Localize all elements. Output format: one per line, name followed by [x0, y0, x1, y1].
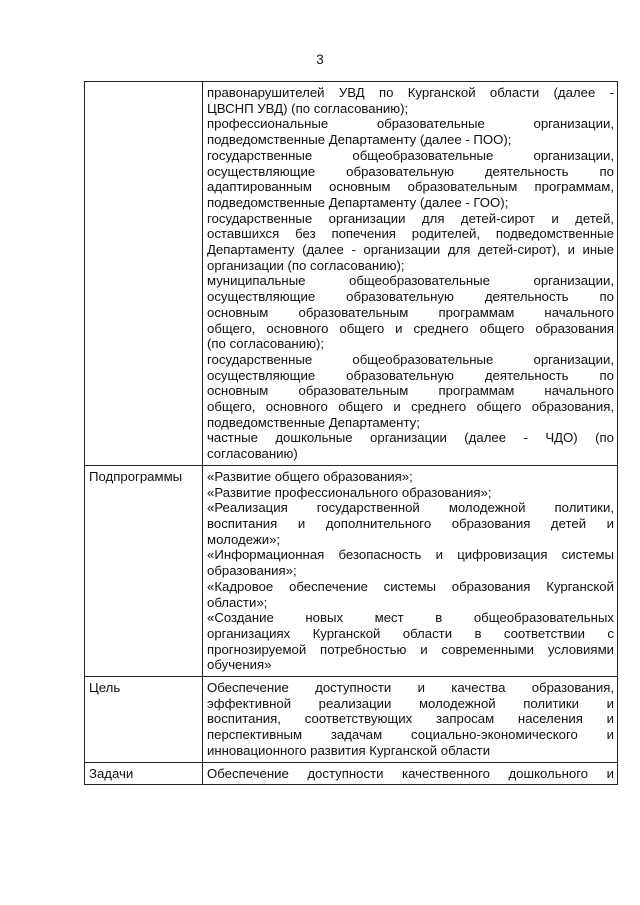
- text-line: профессиональные образовательные организации,: [207, 116, 614, 132]
- text-line: организациях Курганской области в соответствии с: [207, 625, 614, 641]
- text-line: Обеспечение доступности качественного дошкольного и: [207, 765, 614, 781]
- row-content: [203, 82, 618, 466]
- text-line: осуществляющие образовательную деятельность по: [207, 289, 614, 305]
- text-line: обучения»: [207, 657, 272, 673]
- text-line: подведомственные Департаменту (далее - ПОО);: [207, 132, 512, 148]
- program-passport-table: [84, 81, 618, 785]
- text-line: общего, основного общего и среднего общего образования: [207, 320, 614, 336]
- text-line: согласованию): [207, 446, 298, 462]
- text-line: организации (по согласованию);: [207, 257, 405, 273]
- text-line: эффективной реализации молодежной политики и: [207, 695, 614, 711]
- text-line: основным образовательным программам начального: [207, 304, 614, 320]
- text-line: молодежи»;: [207, 531, 281, 547]
- text-line: государственные общеобразовательные организации,: [207, 147, 614, 163]
- row-content: [203, 762, 618, 785]
- text-line: воспитания, соответствующих запросам населения и: [207, 711, 614, 727]
- row-label: Задачи: [85, 762, 203, 785]
- text-line: (по согласованию);: [207, 336, 325, 352]
- table-row: [85, 465, 618, 676]
- text-line: «Кадровое обеспечение системы образования Курганской: [207, 578, 614, 594]
- text-line: воспитания и дополнительного образования детей и: [207, 515, 614, 531]
- table-row: [85, 677, 618, 763]
- row-label: Подпрограммы: [85, 465, 203, 676]
- text-line: подведомственные Департаменту;: [207, 414, 420, 430]
- text-line: государственные общеобразовательные организации,: [207, 351, 614, 367]
- text-line: подведомственные Департаменту (далее - ГОО);: [207, 194, 509, 210]
- text-line: государственные организации для детей-сирот и детей,: [207, 210, 614, 226]
- text-line: «Создание новых мест в общеобразовательных: [207, 610, 614, 626]
- text-line: муниципальные общеобразовательные организации,: [207, 273, 614, 289]
- text-line: общего, основного общего и среднего общего образования,: [207, 399, 614, 415]
- text-line: частные дошкольные организации (далее - ЧДО) (по: [207, 430, 614, 446]
- text-line: осуществляющие образовательную деятельность по: [207, 163, 614, 179]
- text-line: «Реализация государственной молодежной политики,: [207, 500, 614, 516]
- text-line: «Развитие профессионального образования»;: [207, 484, 492, 500]
- text-line: правонарушителей УВД по Курганской области (далее -: [207, 85, 614, 100]
- row-content: [203, 677, 618, 763]
- text-line: прогнозируемой потребностью и современными условиями: [207, 641, 614, 657]
- text-line: основным образовательным программам начального: [207, 383, 614, 399]
- text-line: оставшихся без попечения родителей, подведомственные: [207, 226, 614, 242]
- row-label: [85, 82, 203, 466]
- text-line: «Развитие общего образования»;: [207, 468, 413, 484]
- text-line: адаптированным основным образовательным программам,: [207, 179, 614, 195]
- table-row: [85, 82, 618, 466]
- text-line: осуществляющие образовательную деятельность по: [207, 367, 614, 383]
- text-line: инновационного развития Курганской области: [207, 742, 491, 758]
- text-line: области»;: [207, 594, 268, 610]
- page-number: 3: [316, 52, 324, 67]
- text-line: образования»;: [207, 563, 297, 579]
- text-line: перспективным задачам социально-экономического и: [207, 727, 614, 743]
- row-content: [203, 465, 618, 676]
- text-line: Обеспечение доступности и качества образования,: [207, 680, 614, 696]
- row-label: Цель: [85, 677, 203, 763]
- text-line: Департаменту (далее - организации для детей-сирот), и иные: [207, 242, 614, 258]
- text-line: ЦВСНП УВД) (по согласованию);: [207, 100, 409, 116]
- table-row: [85, 762, 618, 785]
- text-line: «Информационная безопасность и цифровизация системы: [207, 547, 614, 563]
